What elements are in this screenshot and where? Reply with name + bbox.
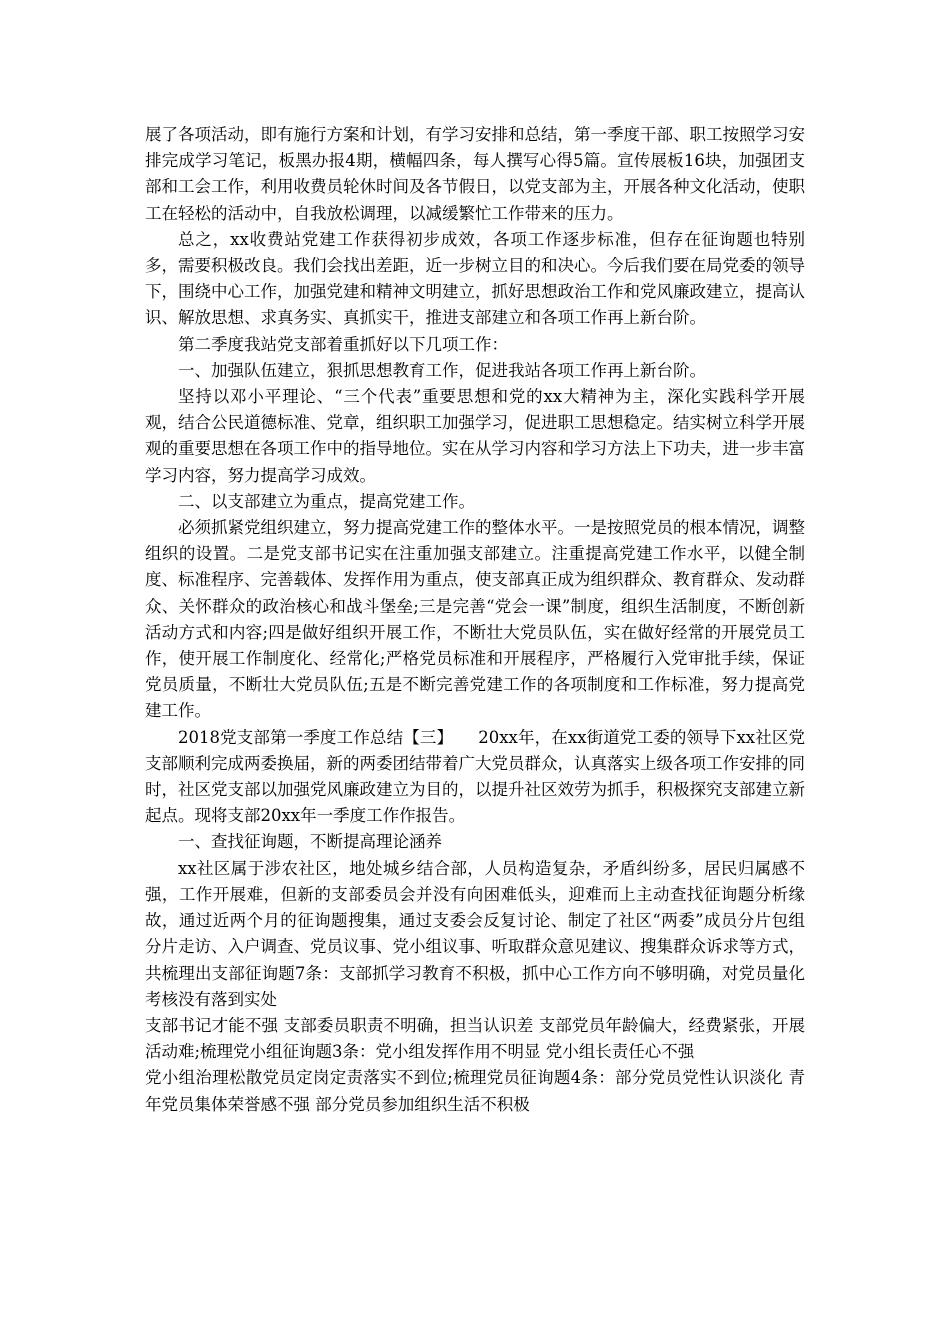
paragraph-branch-issues: 支部书记才能不强 支部委员职责不明确，担当认识差 支部党员年龄偏大，经费紧张，开展活动难;梳理党小组征询题3条：党小组发挥作用不明显 党小组长责任心不强 — [145, 1015, 805, 1062]
heading-branch-building: 二、以支部建立为重点，提高党建工作。 — [178, 491, 475, 511]
heading-find-problems: 一、查找征询题，不断提高理论涵养 — [178, 832, 442, 852]
paragraph-summary: 总之，xx收费站党建工作获得初步成效，各项工作逐步标准，但存在征询题也特别多，需要积极改良。我们会找出差距，近一步树立目的和决心。今后我们要在局党委的领导下，围绕中心工作，加强党建和精神文明建立，抓好思想政治工作和党风廉政建立，提高认识、解放思想、求真务实、真抓实干，推进支部建立和各项工作再上新台阶。 — [145, 229, 805, 328]
paragraph-activities: 展了各项活动，即有施行方案和计划，有学习安排和总结，第一季度干部、职工按照学习安排完成学习笔记，板黑办报4期，横幅四条，每人撰写心得5篇。宣传展板16块，加强团支部和工会工作，利用收费员轮休时间及各节假日，以党支部为主，开展各种文化活动，使职工在轻松的活动中，自我放松调理，以减缓繁忙工作带来的压力。 — [145, 125, 805, 223]
paragraph-community: xx社区属于涉农社区，地处城乡结合部，人员构造复杂，矛盾纠纷多，居民归属感不强，工作开展难，但新的支部委员会并没有向困难低头，迎难而上主动查找征询题分析缘故，通过近两个月的征询题搜集，通过支委会反复讨论、制定了社区“两委”成员分片包组分片走访、入户调查、党员议事、党小组议事、听取群众意见建议、搜集群众诉求等方式，共梳理出支部征询题7条：支部抓学习教育不积极，抓中心工作方向不够明确，对党员量化考核没有落到实处 — [145, 858, 805, 1009]
document-page — [145, 122, 805, 1118]
paragraph-study: 坚持以邓小平理论、“三个代表”重要思想和党的xx大精神为主，深化实践科学开展观，结合公民道德标准、党章，组织职工加强学习，促进职工思想稳定。结实树立科学开展观的重要思想在各项工作中的指导地位。实在从学习内容和学习方法上下功夫，进一步丰富学习内容，努力提高学习成效。 — [145, 387, 805, 485]
paragraph-summary-three: 2018党支部第一季度工作总结【三】 20xx年，在xx街道党工委的领导下xx社区党支部顺利完成两委换届，新的两委团结带着广大党员群众，认真落实上级各项工作安排的同时，社区党支部以加强党风廉政建立为目的，以提升社区效劳为抓手，积极探究支部建立新起点。现将支部20xx年一季度工作作报告。 — [145, 727, 805, 826]
paragraph-member-issues: 党小组治理松散党员定岗定责落实不到位;梳理党员征询题4条：部分党员党性认识淡化 青年党员集体荣誉感不强 部分党员参加组织生活不积极 — [145, 1068, 805, 1114]
paragraph-party-building: 必须抓紧党组织建立，努力提高党建工作的整体水平。一是按照党员的根本情况，调整组织的设置。二是党支部书记实在注重加强支部建立。注重提高党建工作水平，以健全制度、标准程序、完善载体、发挥作用为重点，使支部真正成为组织群众、教育群众、发动群众、关怀群众的政治核心和战斗堡垒;三是完善“党会一课”制度，组织生活制度，不断创新活动方式和内容;四是做好组织开展工作，不断壮大党员队伍，实在做好经常的开展党员工作，使开展工作制度化、经常化;严格党员标准和开展程序，严格履行入党审批手续，保证党员质量，不断壮大党员队伍;五是不断完善党建工作的各项制度和工作标准，努力提高党建工作。 — [145, 518, 805, 721]
paragraph-q2-intro: 第二季度我站党支部着重抓好以下几项工作： — [178, 334, 508, 354]
heading-team-building: 一、加强队伍建立，狠抓思想教育工作，促进我站各项工作再上新台阶。 — [178, 360, 706, 380]
